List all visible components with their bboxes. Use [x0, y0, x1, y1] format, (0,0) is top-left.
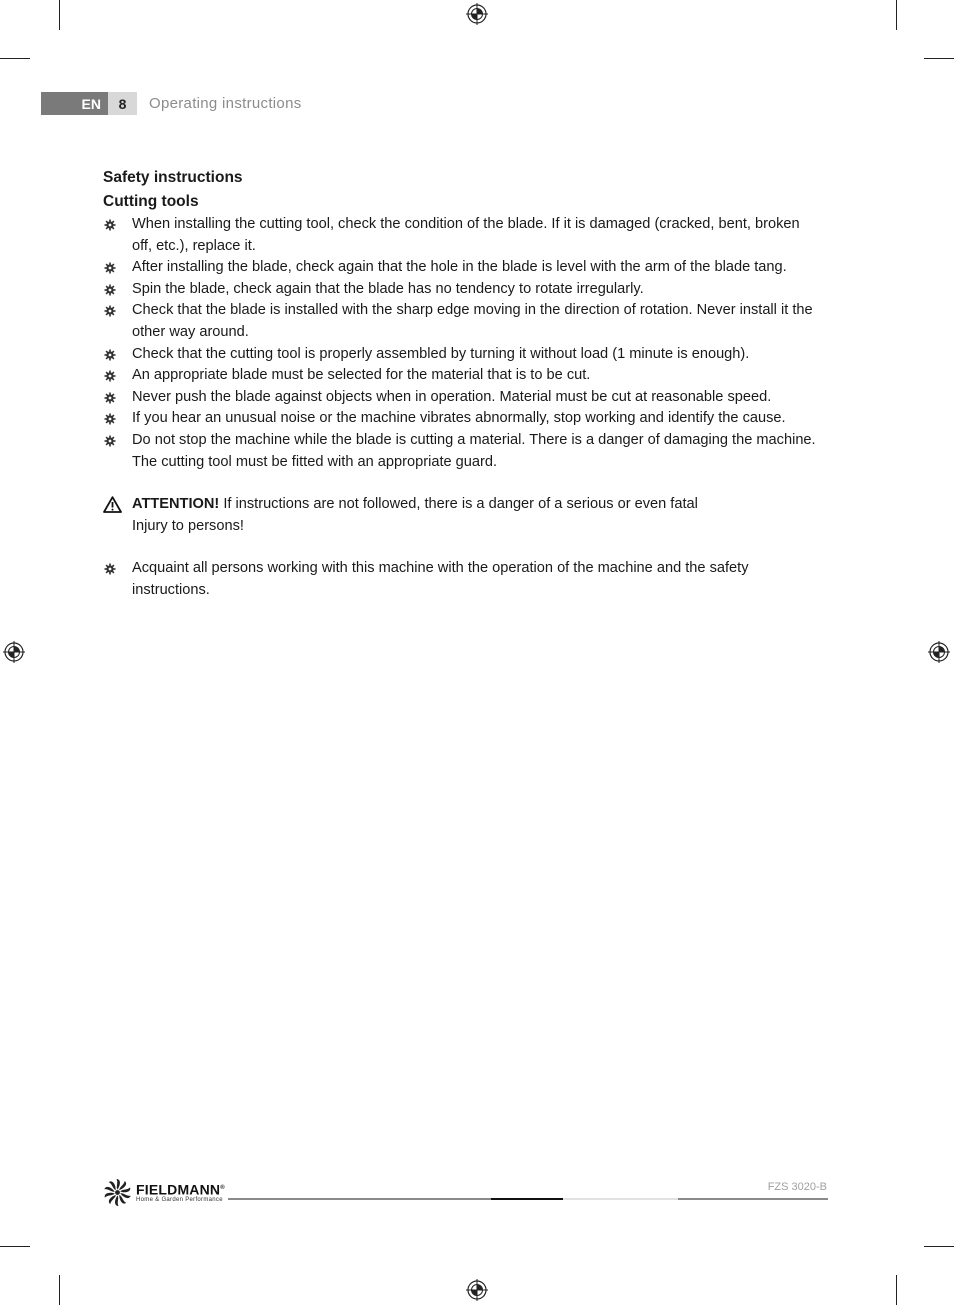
- gear-bullet-icon: [104, 413, 116, 425]
- attention-notice: [103, 494, 823, 537]
- gear-bullet-icon: [104, 305, 116, 317]
- crop-mark: [896, 0, 897, 30]
- main-content: [103, 166, 823, 602]
- final-list: [103, 558, 823, 601]
- attention-text: If instructions are not followed, there is a danger of a serious or even fatal: [219, 496, 698, 513]
- warning-triangle-icon: [103, 496, 122, 513]
- safety-list: [103, 214, 823, 473]
- gear-bullet-icon: [104, 284, 116, 296]
- brand-tagline: Home & Garden Performance: [136, 1197, 223, 1204]
- gear-bullet-icon: [104, 262, 116, 274]
- list-item: [103, 430, 823, 473]
- gear-bullet-icon: [104, 435, 116, 447]
- footer-divider: [228, 1198, 491, 1200]
- list-item-text: Spin the blade, check again that the blade has no tendency to rotate irregularly.: [132, 280, 644, 297]
- crop-mark: [59, 1275, 60, 1305]
- list-item-text: When installing the cutting tool, check the condition of the blade. If it is damaged (cracked, bent, broken off, etc.), replace it.: [132, 216, 800, 254]
- brand-name: FIELDMANN®: [136, 1181, 225, 1198]
- page-number: 8: [108, 92, 137, 115]
- gear-bullet-icon: [104, 563, 116, 575]
- list-item: [103, 344, 823, 366]
- crop-mark: [896, 1275, 897, 1305]
- attention-label: ATTENTION!: [132, 496, 220, 513]
- attention-text-line2: Injury to persons!: [132, 517, 244, 534]
- list-item: [103, 279, 823, 301]
- fieldmann-flower-logo: [103, 1178, 132, 1207]
- footer-divider: [678, 1198, 828, 1200]
- list-item-text: An appropriate blade must be selected for the material that is to be cut.: [132, 367, 591, 384]
- list-item: [103, 558, 823, 601]
- list-item-text: After installing the blade, check again that the hole in the blade is level with the arm of the blade tang.: [132, 259, 787, 276]
- list-item-text: Never push the blade against objects when in operation. Material must be cut at reasonable speed.: [132, 388, 772, 405]
- list-item: [103, 300, 823, 343]
- list-item-text: Do not stop the machine while the blade is cutting a material. There is a danger of damaging the machine. The cutting tool must be fitted with an appropriate guard.: [132, 431, 816, 470]
- footer-divider: [563, 1198, 678, 1200]
- model-number: FZS 3020-B: [767, 1181, 827, 1193]
- section-subtitle: Cutting tools: [103, 193, 199, 210]
- registration-mark-icon: [466, 1279, 488, 1301]
- gear-bullet-icon: [104, 219, 116, 231]
- gear-bullet-icon: [104, 392, 116, 404]
- crop-mark: [59, 0, 60, 30]
- crop-mark: [0, 58, 30, 59]
- registration-mark-icon: [3, 641, 25, 663]
- section-title: Safety instructions: [103, 169, 243, 186]
- list-item-text: Check that the cutting tool is properly assembled by turning it without load (1 minute is enough).: [132, 345, 750, 362]
- list-item: [103, 214, 823, 257]
- list-item: [103, 257, 823, 279]
- list-item: [103, 387, 823, 409]
- list-item-text: Check that the blade is installed with the sharp edge moving in the direction of rotation. Never install it the other way around.: [132, 302, 813, 340]
- gear-bullet-icon: [104, 370, 116, 382]
- header-title: Operating instructions: [149, 95, 302, 112]
- registration-mark-icon: [466, 3, 488, 25]
- list-item-text: If you hear an unusual noise or the machine vibrates abnormally, stop working and identify the cause.: [132, 410, 786, 427]
- footer-divider: [491, 1198, 563, 1200]
- crop-mark: [0, 1246, 30, 1247]
- crop-mark: [924, 1246, 954, 1247]
- registration-mark-icon: [928, 641, 950, 663]
- list-item: [103, 365, 823, 387]
- language-label: EN: [41, 92, 108, 115]
- crop-mark: [924, 58, 954, 59]
- list-item: [103, 408, 823, 430]
- list-item-text: Acquaint all persons working with this machine with the operation of the machine and the safety instructions.: [132, 560, 749, 598]
- brand-logo: [103, 1178, 225, 1207]
- page-header-tab: [41, 92, 137, 115]
- gear-bullet-icon: [104, 349, 116, 361]
